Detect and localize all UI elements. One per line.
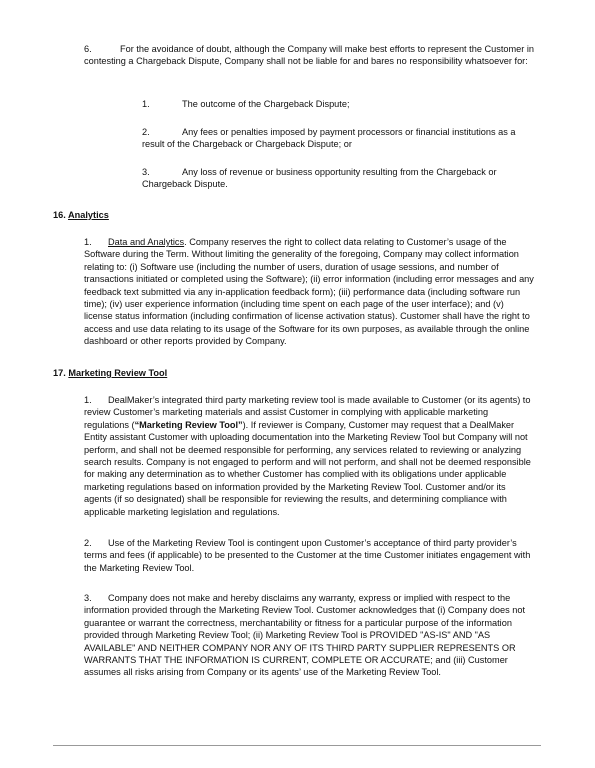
section-17-p1-number: 1. <box>84 395 92 405</box>
footer-divider <box>53 745 541 746</box>
section-17-p2-number: 2. <box>84 538 92 548</box>
section-16-number: 16. <box>53 210 66 220</box>
item-6-sub-3-text: Any loss of revenue or business opportunity resulting from the Chargeback or Chargeback Dispute. <box>142 167 497 190</box>
section-17-title: Marketing Review Tool <box>68 368 168 378</box>
section-17-paragraph-2 <box>84 537 534 574</box>
section-16-p1-text: . Company reserves the right to collect data relating to Customer’s usage of the Software during the Term. Without limiting the generality of the foregoing, Company may collect information relating to: (i) Software use (including the number of users, duration of usage sessions, and number of transactions initiated or completed using the Software); (ii) error information (including error messages and any feedback text submitted via any in-application feedback form); (iii) performance data (including software run time); (iv) user experience information (including time spent on each page of the user interface); and (v) license status information (including confirmation of license activation status). Customer shall have the right to access and use data relating to its usage of the Software for its own purposes, as available through the online dashboard or other reports provided by Company. <box>84 237 534 347</box>
item-6-sub-2 <box>142 126 534 151</box>
section-17-number: 17. <box>53 368 66 378</box>
item-6-sub-1 <box>142 98 534 110</box>
item-6-sub-1-number: 1. <box>142 99 150 109</box>
section-17-p2-text: Use of the Marketing Review Tool is contingent upon Customer’s acceptance of third party provider’s terms and fees (if applicable) to be presented to the Customer at the time Customer initiates engagement with the Marketing Review Tool. <box>84 538 531 573</box>
section-17-paragraph-1 <box>84 394 534 518</box>
section-17-p1-text-a: DealMaker’s integrated third party marketing review tool is made available to Customer (or its agents) to review Customer’s marketing materials and assist Customer in complying with applicable marketing regulations ( <box>84 395 531 430</box>
item-6-sub-3 <box>142 166 534 191</box>
item-6-sub-2-text: Any fees or penalties imposed by payment processors or financial institutions as a result of the Chargeback or Chargeback Dispute; or <box>142 127 516 150</box>
section-17-heading <box>53 367 167 379</box>
item-6-paragraph <box>84 43 534 68</box>
item-6-sub-2-number: 2. <box>142 127 150 137</box>
item-6-text: For the avoidance of doubt, although the Company will make best efforts to represent the Customer in contesting a Chargeback Dispute, Company shall not be liable for and bares no responsibility whatsoever for: <box>84 44 535 67</box>
section-17-p1-text-b: ). If reviewer is Company, Customer may request that a DealMaker Entity assistant Customer with uploading documentation into the Marketing Review Tool but Company will not perform, and shall not be deemed responsible for performing, any services related to reviewing or analyzing search results. Company is not engaged to perform and will not perform, and shall not be deemed responsible for making any determination as to whether Customer has complied with its obligations under applicable marketing regulations based on information provided by the Marketing Review Tool. Customer and/or its agents (if so designated) shall be responsible for reviewing the results, and determining compliance with applicable marketing legislation and regulations. <box>84 419 531 517</box>
section-17-p1-defined-term: “Marketing Review Tool” <box>134 419 243 430</box>
section-16-p1-number: 1. <box>84 237 92 247</box>
item-6-sub-3-number: 3. <box>142 167 150 177</box>
section-16-heading <box>53 209 109 221</box>
section-17-p3-number: 3. <box>84 593 92 603</box>
section-17-paragraph-3 <box>84 592 534 679</box>
section-16-p1-title: Data and Analytics <box>108 237 185 247</box>
item-6-number: 6. <box>84 44 92 54</box>
section-16-title: Analytics <box>68 210 109 220</box>
section-17-p3-text: Company does not make and hereby disclaims any warranty, express or implied with respect to the information provided through the Marketing Review Tool. Customer acknowledges that (i) Company does not guarantee or warrant the correctness, merchantability or fitness for a particular purpose of the information provided through Marketing Review Tool; (ii) Marketing Review Tool is PROVIDED "AS-IS" AND "AS AVAILABLE" AND NEITHER COMPANY NOR ANY OF ITS THIRD PARTY SUPPLIER REPRESENTS OR WARRANTS THAT THE INFORMATION IS CURRENT, COMPLETE OR ACCURATE; and (iii) Customer assumes all risks arising from Company or its agents’ use of the Marketing Review Tool. <box>84 593 526 678</box>
section-16-paragraph-1 <box>84 236 534 348</box>
item-6-sub-1-text: The outcome of the Chargeback Dispute; <box>182 99 350 109</box>
